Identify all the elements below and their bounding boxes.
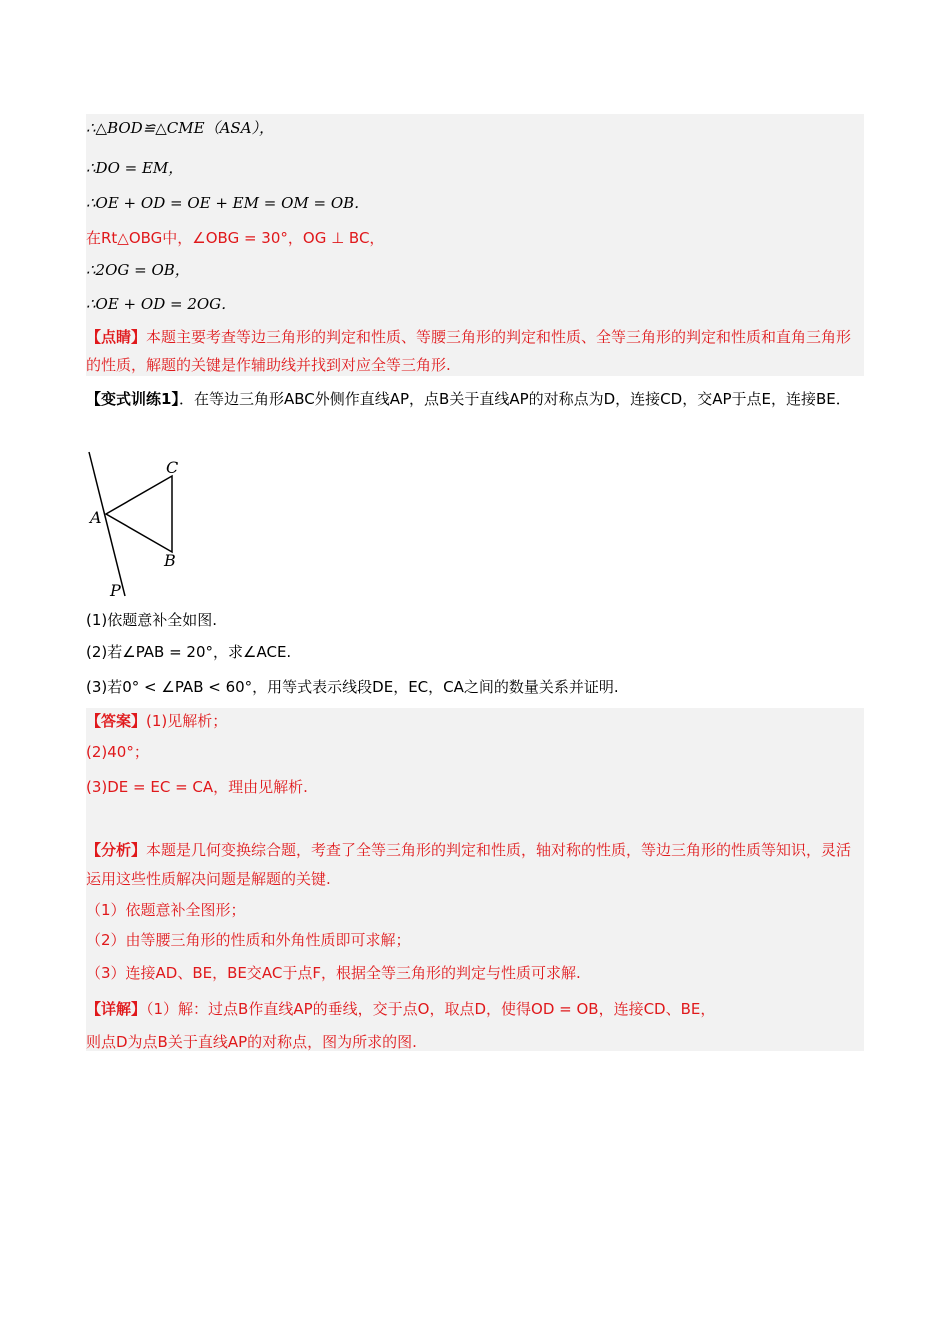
answer-tag: 【答案】 — [86, 712, 147, 730]
detail-line-2: 则点D为点B关于直线AP的对称点，图为所求的图. — [86, 1033, 417, 1051]
proof-line-6: ∴OE + OD = 2OG． — [86, 295, 237, 313]
analysis-step-2: （2）由等腰三角形的性质和外角性质即可求解； — [86, 931, 411, 949]
label-p: P — [110, 581, 121, 598]
dianjing-tag: 【点睛】 — [86, 328, 147, 346]
question-1: (1)依题意补全如图. — [86, 611, 218, 629]
label-b: B — [164, 551, 176, 570]
proof-line-4: 在Rt△OBG中，∠OBG = 30°，OG ⊥ BC， — [86, 229, 385, 247]
analysis-text: 本题是几何变换综合题，考查了全等三角形的判定和性质，轴对称的性质，等边三角形的性质等知识，灵活运用这些性质解决问题是解题的关键. — [86, 841, 852, 888]
analysis-step-1: （1）依题意补全图形； — [86, 901, 246, 919]
analysis-tag: 【分析】 — [86, 841, 147, 859]
exercise-paragraph — [86, 382, 864, 416]
answer-line-2: (2)40°； — [86, 743, 149, 761]
proof-line-1: ∴△BOD≌△CME（ASA）， — [86, 119, 275, 137]
proof-line-5: ∴2OG = OB， — [86, 261, 190, 279]
answer-line-1: 【答案】(1)见解析； — [86, 712, 228, 730]
triangle-abc — [106, 476, 172, 552]
detail-tag: 【详解】 — [86, 1000, 147, 1018]
label-c: C — [166, 458, 179, 477]
question-3: (3)若0° < ∠PAB < 60°，用等式表示线段DE，EC，CA之间的数量关系并证明. — [86, 678, 619, 696]
exercise-text: ．在等边三角形ABC外侧作直线AP，点B关于直线AP的对称点为D，连接CD，交AP于点E，连接BE． — [178, 390, 851, 408]
label-a: A — [90, 508, 102, 527]
question-2: (2)若∠PAB = 20°，求∠ACE. — [86, 643, 292, 661]
analysis-paragraph — [86, 836, 864, 894]
triangle-figure — [82, 448, 222, 598]
proof-line-2: ∴DO = EM， — [86, 159, 184, 177]
proof-line-3: ∴OE + OD = OE + EM = OM = OB． — [86, 194, 370, 212]
dianjing-paragraph — [86, 323, 864, 379]
answer-line-3: (3)DE = EC = CA，理由见解析. — [86, 778, 308, 796]
detail-line-1: 【详解】（1）解：过点B作直线AP的垂线，交于点O，取点D，使得OD = OB，连接CD、BE， — [86, 1000, 716, 1018]
exercise-tag: 【变式训练1】 — [86, 390, 179, 408]
analysis-step-3: （3）连接AD、BE，BE交AC于点F，根据全等三角形的判定与性质可求解. — [86, 964, 581, 982]
dianjing-text: 本题主要考查等边三角形的判定和性质、等腰三角形的判定和性质、全等三角形的判定和性质和直角三角形的性质，解题的关键是作辅助线并找到对应全等三角形. — [86, 328, 852, 374]
